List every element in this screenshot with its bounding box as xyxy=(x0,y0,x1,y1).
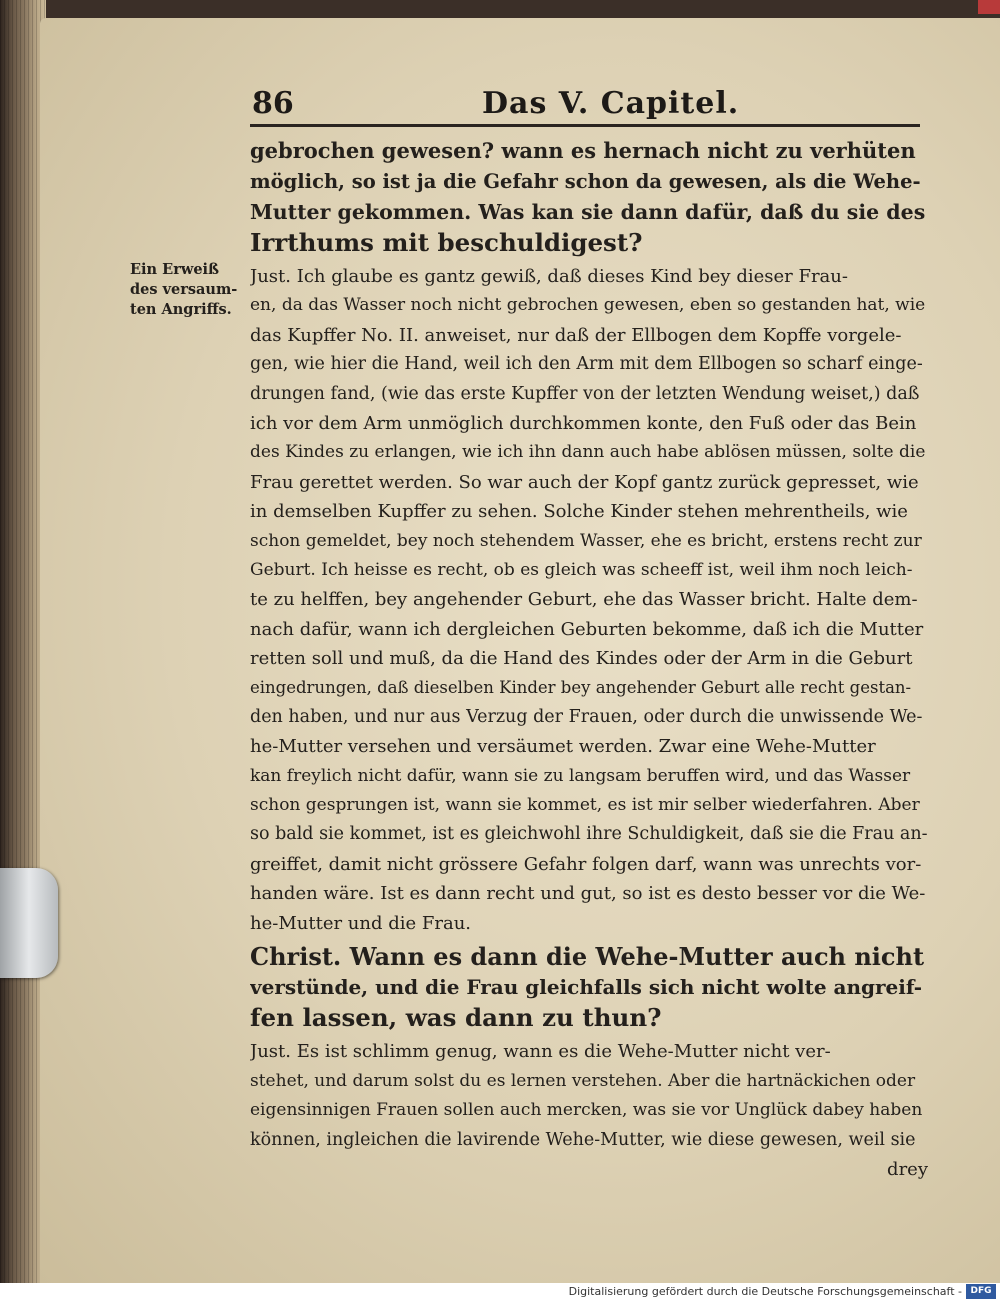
text-line: en, da das Wasser noch nicht gebrochen gewesen, eben so gestanden hat, wie xyxy=(250,295,926,316)
chapter-title: Das V. Capitel. xyxy=(482,86,740,121)
text-line: he-Mutter und die Frau. xyxy=(250,912,472,934)
text-line: in demselben Kupffer zu sehen. Solche Kinder stehen mehrentheils, wie xyxy=(250,501,908,523)
margin-note-line: Ein Erweiß xyxy=(130,261,220,278)
text-line: gebrochen gewesen? wann es hernach nicht zu verhüten xyxy=(250,138,916,163)
margin-note xyxy=(130,260,242,320)
margin-note-line: des versaum- xyxy=(130,281,238,298)
text-line: drungen fand, (wie das erste Kupffer von der letzten Wendung weiset,) daß xyxy=(250,383,920,404)
page-body xyxy=(250,136,928,1184)
opening-paragraph xyxy=(250,136,928,258)
text-line: schon gemeldet, bey noch stehendem Wasser, ehe es bricht, erstens recht zur xyxy=(250,530,922,551)
text-line: den haben, und nur aus Verzug der Frauen, oder durch die unwissende We- xyxy=(250,706,923,727)
page-number: 86 xyxy=(252,86,294,121)
text-line: schon gesprungen ist, wann sie kommet, es ist mir selber wiederfahren. Aber xyxy=(250,795,920,816)
paragraph-just-2 xyxy=(250,1037,928,1184)
text-line: ich vor dem Arm unmöglich durchkommen konte, den Fuß oder das Bein xyxy=(250,412,917,434)
text-line: gen, wie hier die Hand, weil ich den Arm mit dem Ellbogen so scharf einge- xyxy=(250,354,923,375)
text-line: Irrthums mit beschuldigest? xyxy=(250,227,643,257)
catchword: drey xyxy=(887,1159,928,1181)
text-line: verstünde, und die Frau gleichfalls sich nicht wolte angreif- xyxy=(250,975,923,1000)
text-line: stehet, und darum solst du es lernen verstehen. Aber die hartnäckichen oder xyxy=(250,1070,916,1091)
margin-note-line: ten Angriffs. xyxy=(130,301,232,318)
text-line: handen wäre. Ist es dann recht und gut, so ist es desto besser vor die We- xyxy=(250,883,926,905)
paragraph-christ xyxy=(250,942,928,1034)
running-header xyxy=(252,86,920,126)
dfg-logo-icon: DFG xyxy=(966,1284,996,1299)
text-line: Christ. Wann es dann die Wehe-Mutter auch nicht xyxy=(250,941,925,971)
text-line: möglich, so ist ja die Gefahr schon da gewesen, als die Wehe- xyxy=(250,169,921,193)
text-line: des Kindes zu erlangen, wie ich ihn dann auch habe ablösen müssen, solte die xyxy=(250,442,926,463)
text-line: so bald sie kommet, ist es gleichwohl ihre Schuldigkeit, daß sie die Frau an- xyxy=(250,824,928,845)
text-line: kan freylich nicht dafür, wann sie zu langsam beruffen wird, und das Wasser xyxy=(250,765,911,786)
text-line: te zu helffen, bey angehender Geburt, ehe das Wasser bricht. Halte dem- xyxy=(250,589,918,611)
text-line: fen lassen, was dann zu thun? xyxy=(250,1002,662,1032)
text-line: können, ingleichen die lavirende Wehe-Mutter, wie diese gewesen, weil sie xyxy=(250,1129,916,1150)
footer-credit: Digitalisierung gefördert durch die Deutsche Forschungsgemeinschaft - xyxy=(568,1285,962,1298)
text-line: eigensinnigen Frauen sollen auch mercken, was sie vor Unglück dabey haben xyxy=(250,1100,923,1121)
text-line: Geburt. Ich heisse es recht, ob es gleich was scheeff ist, weil ihm noch leich- xyxy=(250,559,913,580)
page-clip xyxy=(0,868,58,978)
text-line: Just. Ich glaube es gantz gewiß, daß dieses Kind bey dieser Frau- xyxy=(250,266,848,287)
text-line: nach dafür, wann ich dergleichen Geburten bekomme, daß ich die Mutter xyxy=(250,618,924,640)
text-line: Frau gerettet werden. So war auch der Kopf gantz zurück gepresset, wie xyxy=(250,471,919,493)
text-line: Mutter gekommen. Was kan sie dann dafür, daß du sie des xyxy=(250,200,926,224)
text-line: das Kupffer No. II. anweiset, nur daß der Ellbogen dem Kopffe vorgele- xyxy=(250,324,902,346)
color-marker xyxy=(978,0,1000,14)
text-line: retten soll und muß, da die Hand des Kindes oder der Arm in die Geburt xyxy=(250,648,913,670)
text-line: he-Mutter versehen und versäumet werden. Zwar eine Wehe-Mutter xyxy=(250,736,876,758)
paragraph-just-1 xyxy=(250,262,928,938)
footer-bar xyxy=(0,1283,1000,1301)
header-rule xyxy=(250,124,920,127)
text-line: Just. Es ist schlimm genug, wann es die Wehe-Mutter nicht ver- xyxy=(250,1041,831,1063)
text-line: greiffet, damit nicht grössere Gefahr folgen darf, wann was unrechts vor- xyxy=(250,853,922,875)
text-line: eingedrungen, daß dieselben Kinder bey angehender Geburt alle recht gestan- xyxy=(250,678,912,698)
